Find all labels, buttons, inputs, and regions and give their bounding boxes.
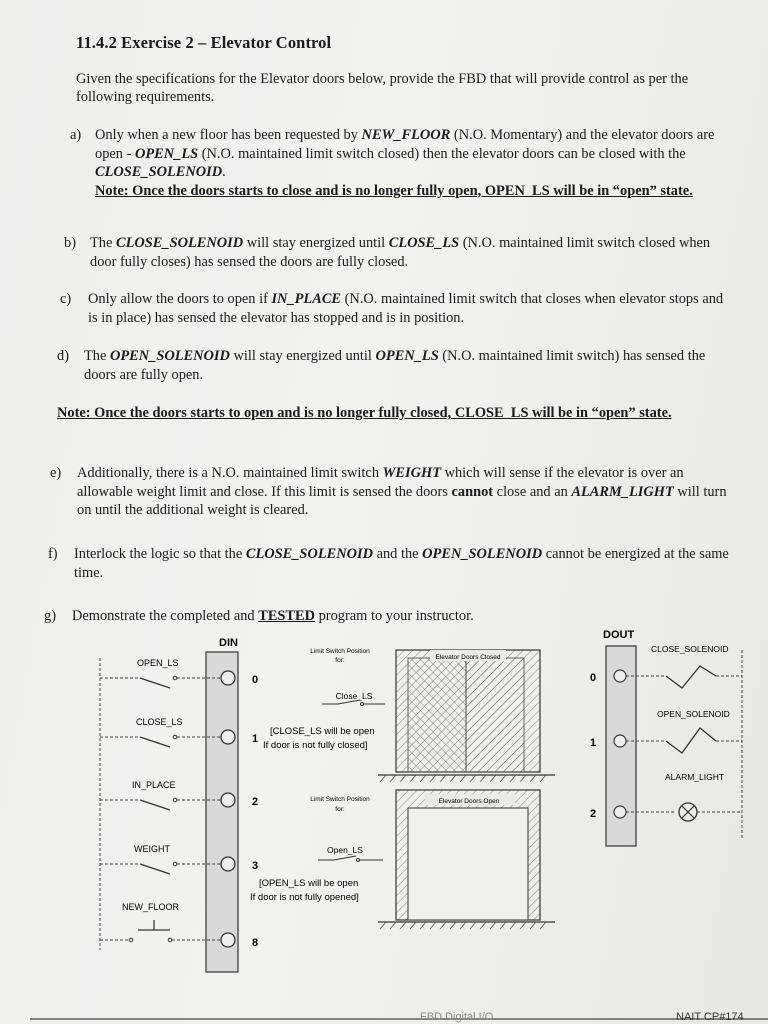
din-label: DIN: [219, 637, 238, 649]
item-text: Interlock the logic so that the CLOSE_SOLENOID and the OPEN_SOLENOID cannot be energized at the same time.: [74, 546, 729, 581]
item-text: The CLOSE_SOLENOID will stay energized until CLOSE_LS (N.O. maintained limit switch closed when door fully closes) has sensed the doors are fully closed.: [90, 235, 711, 270]
open-ls-name: Open_LS: [327, 845, 363, 855]
item-text: Only when a new floor has been requested by NEW_FLOOR (N.O. Momentary) and the elevator doors are open - OPEN_LS (N.O. maintained limit switch closed) then the elevator doors can be closed with the CLOSE_SOLENOID. Note: Once the doors starts to close and is no longer fully open, OPEN_LS will be in “open” state.: [95, 127, 715, 199]
item-text: The OPEN_SOLENOID will stay energized until OPEN_LS (N.O. maintained limit switch) has sensed the doors are fully open.: [84, 348, 706, 383]
open-ls-note: [OPEN_LS will be open: [259, 878, 359, 889]
input-label: NEW_FLOOR: [122, 902, 180, 912]
item-text: Only allow the doors to open if IN_PLACE (N.O. maintained limit switch that closes when elevator stops and is in place) has sensed the elevator has stopped and is in position.: [88, 291, 724, 326]
output-label: CLOSE_SOLENOID: [651, 644, 729, 654]
item-label: g): [44, 608, 56, 624]
footer-left: FBD Digital I/O: [420, 1011, 494, 1023]
door-open-illustration: [250, 790, 555, 929]
footer-right: NAIT CP#174: [676, 1011, 744, 1023]
keyword-cannot: cannot: [451, 483, 494, 500]
svg-text:Limit Switch Position: Limit Switch Position: [310, 796, 370, 803]
keyword-new-floor: NEW_FLOOR: [361, 127, 451, 143]
terminal-number: 0: [252, 674, 259, 686]
keyword-close-solenoid: CLOSE_SOLENOID: [245, 546, 373, 562]
svg-text:If door is not fully opened]: If door is not fully opened]: [250, 892, 359, 903]
terminal-number: 8: [252, 937, 259, 949]
input-label: CLOSE_LS: [136, 717, 183, 727]
item-text: Additionally, there is a N.O. maintained limit switch WEIGHT which will sense if the elevator is over an allowable weight limit and close. If this limit is sensed the doors cannot close and an ALARM_LIGHT will turn on until the additional weight is cleared.: [77, 465, 727, 518]
item-label: c): [60, 291, 72, 307]
svg-text:Elevator Doors Closed: Elevator Doors Closed: [435, 654, 501, 661]
svg-text:If door is not fully closed]: If door is not fully closed]: [263, 740, 368, 751]
io-wiring-diagram: [0, 630, 768, 1024]
svg-text:Limit Switch Position: Limit Switch Position: [310, 648, 370, 655]
exercise-title: 11.4.2 Exercise 2 – Elevator Control: [76, 33, 332, 52]
keyword-open-ls: OPEN_LS: [134, 145, 199, 162]
keyword-tested: TESTED: [258, 608, 316, 624]
svg-text:for:: for:: [335, 657, 345, 664]
note-open: Note: Once the doors starts to open and is no longer fully closed, CLOSE_LS will be in “open” state.: [57, 405, 672, 421]
terminal-number: 1: [252, 733, 259, 745]
keyword-open-ls: OPEN_LS: [375, 348, 439, 364]
terminal-number: 0: [590, 672, 597, 684]
terminal-number: 2: [590, 808, 597, 820]
note-close: Note: Once the doors starts to close and is no longer fully open, OPEN_LS will be in “open” state.: [95, 182, 693, 199]
keyword-close-ls: CLOSE_LS: [388, 235, 460, 251]
close-ls-note: [CLOSE_LS will be open: [270, 726, 375, 737]
output-label: OPEN_SOLENOID: [657, 709, 730, 719]
item-label: d): [57, 348, 69, 364]
keyword-open-solenoid: OPEN_SOLENOID: [109, 348, 230, 364]
item-text: Demonstrate the completed and TESTED program to your instructor.: [72, 608, 474, 624]
svg-text:for:: for:: [335, 806, 345, 813]
intro-paragraph: Given the specifications for the Elevator doors below, provide the FBD that will provide control as per the following requirements.: [76, 71, 689, 105]
terminal-number: 2: [252, 796, 259, 808]
keyword-in-place: IN_PLACE: [271, 291, 342, 307]
door-closed-illustration: [263, 648, 555, 782]
keyword-close-solenoid: CLOSE_SOLENOID: [95, 164, 223, 180]
close-ls-name: Close_LS: [335, 691, 373, 701]
item-label: e): [50, 465, 62, 481]
svg-text:Elevator Doors Open: Elevator Doors Open: [438, 798, 500, 805]
output-label: ALARM_LIGHT: [665, 772, 725, 782]
item-label: f): [48, 546, 58, 562]
keyword-alarm-light: ALARM_LIGHT: [571, 483, 674, 500]
item-label: b): [64, 235, 76, 251]
input-label: OPEN_LS: [137, 658, 179, 668]
keyword-weight: WEIGHT: [382, 465, 441, 481]
keyword-open-solenoid: OPEN_SOLENOID: [422, 546, 543, 562]
dout-label: DOUT: [603, 630, 635, 641]
terminal-number: 1: [590, 737, 597, 749]
input-label: IN_PLACE: [132, 780, 176, 790]
terminal-number: 3: [252, 860, 259, 872]
input-label: WEIGHT: [134, 844, 170, 854]
din-terminal-block: [206, 652, 238, 972]
keyword-close-solenoid: CLOSE_SOLENOID: [115, 235, 244, 251]
item-label: a): [70, 127, 82, 143]
